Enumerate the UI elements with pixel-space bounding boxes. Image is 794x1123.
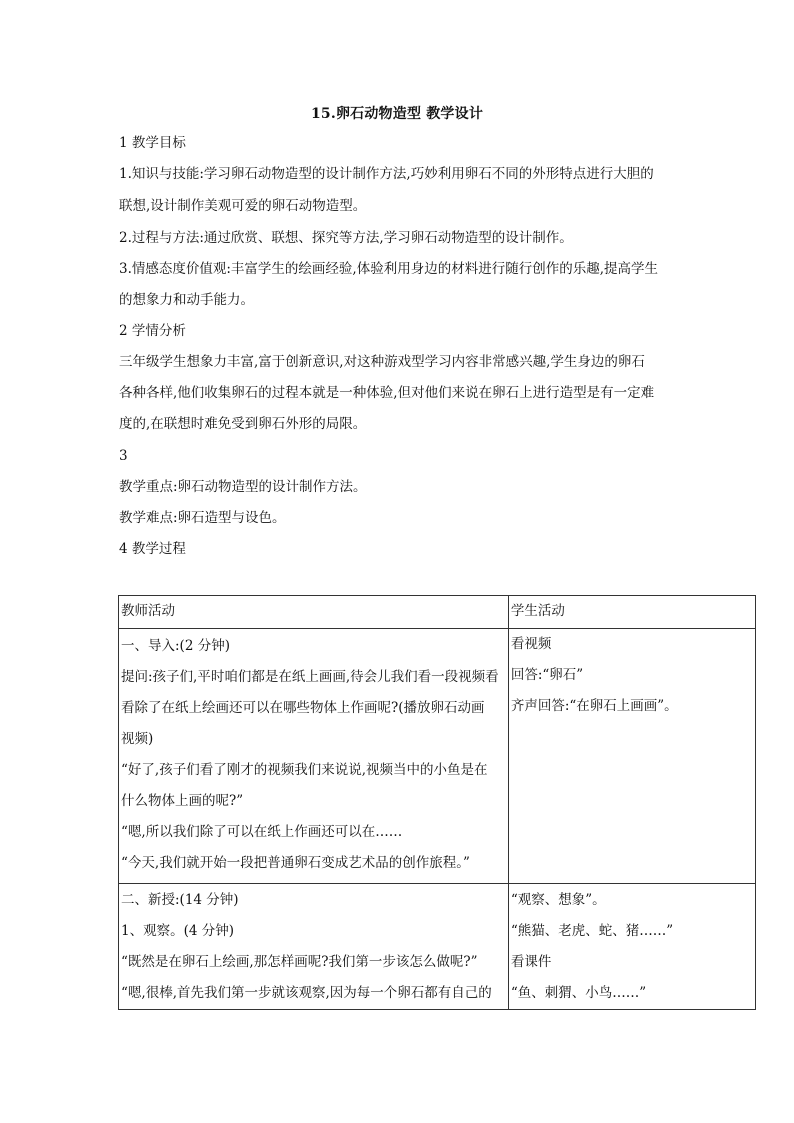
table-row — [119, 629, 756, 884]
objective-knowledge-line1: 1.知识与技能:学习卵石动物造型的设计制作方法,巧妙利用卵石不同的外形特点进行大胆的 — [119, 166, 654, 182]
objective-emotion-line2: 的想象力和动手能力。 — [119, 292, 254, 308]
cell-line: “今天,我们就开始一段把普通卵石变成艺术品的创作旅程。” — [121, 855, 470, 871]
section-heading-process: 4 教学过程 — [119, 541, 186, 557]
cell-line: 1、观察。(4 分钟) — [121, 923, 235, 939]
student-activity-intro — [508, 629, 755, 884]
section-heading-3: 3 — [119, 448, 128, 464]
cell-line: 提问:孩子们,平时咱们都是在纸上画画,待会儿我们看一段视频看 — [121, 669, 499, 685]
cell-line: “好了,孩子们看了刚才的视频我们来说说,视频当中的小鱼是在 — [121, 762, 488, 778]
cell-line: 看课件 — [510, 954, 552, 970]
student-activity-new-lesson — [508, 884, 755, 1010]
cell-line: 看视频 — [510, 636, 552, 652]
objective-emotion-line1: 3.情感态度价值观:丰富学生的绘画经验,体验利用身边的材料进行随行创作的乐趣,提高学生 — [119, 261, 659, 277]
teaching-process-table — [118, 595, 756, 1010]
key-point: 教学重点:卵石动物造型的设计制作方法。 — [119, 479, 367, 495]
cell-line: “鱼、刺猬、小鸟……” — [510, 985, 647, 1001]
analysis-line2: 各种各样,他们收集卵石的过程本就是一种体验,但对他们来说在卵石上进行造型是有一定难 — [119, 385, 655, 401]
cell-line: “熊猫、老虎、蛇、猪……” — [510, 923, 674, 939]
cell-line: 视频) — [121, 731, 154, 747]
cell-line: “既然是在卵石上绘画,那怎样画呢?我们第一步该怎么做呢?” — [121, 954, 478, 970]
cell-line: “嗯,所以我们除了可以在纸上作画还可以在…… — [121, 824, 403, 840]
section-heading-objectives: 1 教学目标 — [119, 135, 186, 151]
teacher-activity-new-lesson — [119, 884, 509, 1010]
analysis-line3: 度的,在联想时难免受到卵石外形的局限。 — [119, 416, 367, 432]
analysis-line1: 三年级学生想象力丰富,富于创新意识,对这种游戏型学习内容非常感兴趣,学生身边的卵石 — [119, 354, 645, 370]
cell-line: 齐声回答:“在卵石上画画”。 — [510, 698, 678, 714]
table-header-row — [119, 596, 756, 629]
objective-knowledge-line2: 联想,设计制作美观可爱的卵石动物造型。 — [119, 198, 367, 214]
difficult-point: 教学难点:卵石造型与设色。 — [119, 510, 286, 526]
section-heading-analysis: 2 学情分析 — [119, 323, 186, 339]
table-row — [119, 884, 756, 1010]
cell-line: 看除了在纸上绘画还可以在哪些物体上作画呢?(播放卵石动画 — [121, 700, 485, 716]
cell-line: “观察、想象”。 — [510, 892, 606, 908]
document-title: 15.卵石动物造型 教学设计 — [310, 106, 484, 122]
cell-line: 什么物体上画的呢?” — [121, 793, 244, 809]
header-student-activity: 学生活动 — [508, 596, 755, 629]
cell-line: 回答:“卵石” — [510, 667, 584, 683]
cell-line: 一、导入:(2 分钟) — [121, 638, 230, 654]
cell-line: “嗯,很棒,首先我们第一步就该观察,因为每一个卵石都有自己的 — [121, 985, 492, 1001]
objective-process: 2.过程与方法:通过欣赏、联想、探究等方法,学习卵石动物造型的设计制作。 — [119, 230, 573, 246]
header-teacher-activity: 教师活动 — [119, 596, 509, 629]
teacher-activity-intro — [119, 629, 509, 884]
cell-line: 二、新授:(14 分钟) — [121, 892, 239, 908]
